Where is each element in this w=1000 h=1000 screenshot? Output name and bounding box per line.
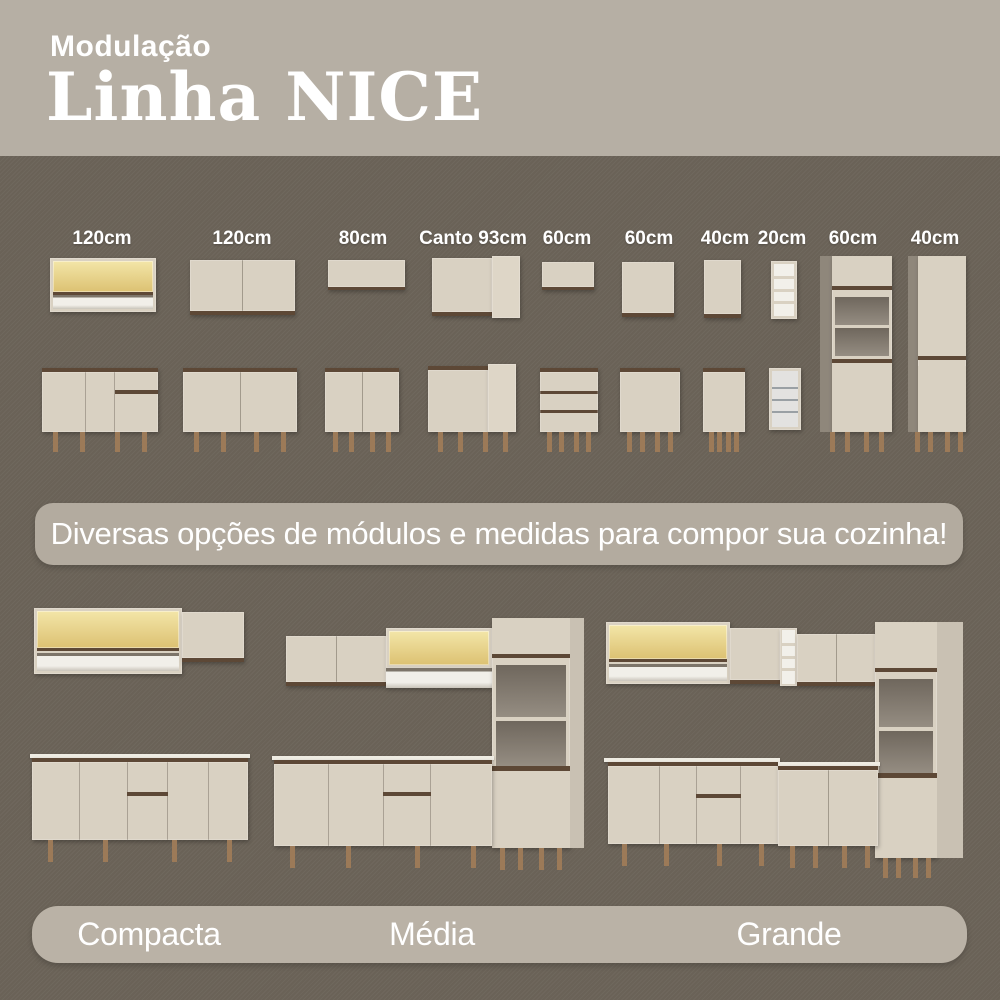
microwave-niche — [879, 679, 933, 727]
base-cabinet-80 — [325, 368, 399, 432]
module-label-40cm: 40cm — [700, 228, 750, 249]
wall-cabinet-corner-front — [432, 258, 492, 316]
feet — [331, 432, 393, 452]
base-cabinet-run-left — [608, 762, 778, 844]
feet — [191, 432, 289, 452]
feet — [50, 432, 150, 452]
rack-interior — [772, 371, 798, 427]
base-cabinet-corner-side — [488, 364, 516, 432]
base-cabinet-run — [32, 758, 248, 840]
oven-niche — [835, 328, 889, 356]
drawer — [115, 374, 158, 394]
wall-shelf-unit-20 — [771, 261, 797, 319]
tall-tower — [492, 618, 570, 848]
microwave-niche — [835, 297, 889, 325]
drawer — [127, 764, 168, 796]
header-kicker: Modulação — [50, 30, 212, 63]
wall-cabinet-glass — [34, 608, 182, 674]
wall-cabinet-doors — [797, 634, 875, 686]
tower-bottom-door — [875, 773, 937, 858]
base-cabinet-corner-front — [428, 366, 488, 432]
open-shelf — [386, 668, 492, 688]
base-cabinet-120 — [183, 368, 297, 432]
feet — [284, 846, 482, 868]
base-cabinet-40 — [703, 368, 745, 432]
feet — [788, 846, 872, 868]
wall-cabinet-120 — [190, 260, 295, 315]
module-label-120cm-wall: 120cm — [212, 228, 272, 249]
shelf-cubbies — [774, 264, 794, 316]
module-label-120cm-wall-glass: 120cm — [72, 228, 132, 249]
tall-bottom-door — [832, 359, 892, 432]
module-label-20cm: 20cm — [757, 228, 807, 249]
module-label-40cm-tall: 40cm — [910, 228, 960, 249]
feet — [42, 840, 238, 862]
glass-door — [609, 625, 727, 662]
feet — [618, 844, 768, 866]
module-label-80cm: 80cm — [338, 228, 388, 249]
tall-cabinet-40 — [918, 256, 966, 432]
page-title: Linha NICE — [46, 58, 484, 136]
feet — [882, 858, 932, 878]
drawer — [383, 766, 431, 796]
base-cabinet-run-right — [778, 766, 878, 846]
feet — [436, 432, 510, 452]
wall-cabinet-glass — [386, 628, 492, 668]
wall-cabinet-80 — [328, 260, 405, 290]
size-label-media: Média — [389, 916, 475, 952]
drawer — [696, 768, 740, 798]
tower-bottom-door — [492, 766, 570, 848]
tall-cabinet-60 — [832, 256, 892, 432]
feet — [914, 432, 964, 452]
base-cabinet-60-drawers — [540, 368, 598, 432]
bottle-rack-20 — [769, 368, 801, 430]
shelf-cubbies — [782, 630, 795, 684]
wall-shelf-column — [780, 628, 797, 686]
module-label-60cm-tall: 60cm — [828, 228, 878, 249]
wall-cabinet-60 — [622, 262, 674, 317]
size-label-compacta: Compacta — [77, 916, 221, 952]
wall-cabinet-door — [182, 612, 244, 662]
open-shelf — [609, 664, 727, 681]
wall-cabinet-glass — [606, 622, 730, 684]
base-cabinet-60 — [620, 368, 680, 432]
microwave-niche — [496, 665, 566, 717]
wall-cabinet-corner-side — [492, 256, 520, 318]
glass-door — [53, 261, 153, 295]
feet — [828, 432, 886, 452]
glass-door — [37, 611, 179, 651]
tower-top-door — [875, 622, 937, 672]
size-label-grande: Grande — [736, 916, 842, 952]
feet — [498, 848, 564, 870]
feet — [626, 432, 674, 452]
wall-cabinet-doors — [286, 636, 386, 686]
tower-side-panel — [570, 618, 584, 848]
tower-top-door — [492, 618, 570, 658]
tall-upper-door — [918, 256, 966, 360]
wall-cabinet-60-flip — [542, 262, 594, 290]
tower-side-panel — [937, 622, 963, 858]
feet — [708, 432, 740, 452]
banner: Diversas opções de módulos e medidas para compor sua cozinha! — [35, 503, 963, 565]
wall-cabinet-40 — [704, 260, 741, 318]
tall-cabinet-side-panel — [908, 256, 918, 432]
module-label-canto-93cm: Canto 93cm — [419, 228, 527, 249]
tall-cabinet-side-panel — [820, 256, 832, 432]
oven-niche — [496, 721, 566, 766]
header — [0, 0, 1000, 156]
oven-niche — [879, 731, 933, 773]
feet — [546, 432, 592, 452]
tall-tower — [875, 622, 937, 858]
module-label-60cm-flip: 60cm — [542, 228, 592, 249]
size-bar — [32, 906, 967, 963]
module-label-60cm-square: 60cm — [624, 228, 674, 249]
wall-cabinet-corner-door — [730, 628, 780, 684]
base-cabinet-run — [274, 760, 492, 846]
tall-top-door — [832, 256, 892, 290]
open-shelf — [37, 653, 179, 671]
open-shelf — [53, 295, 153, 309]
wall-cabinet-glass-120 — [50, 258, 156, 312]
tall-lower-door — [918, 366, 966, 432]
base-cabinet-120-drawer — [42, 368, 158, 432]
glass-door — [389, 631, 489, 665]
